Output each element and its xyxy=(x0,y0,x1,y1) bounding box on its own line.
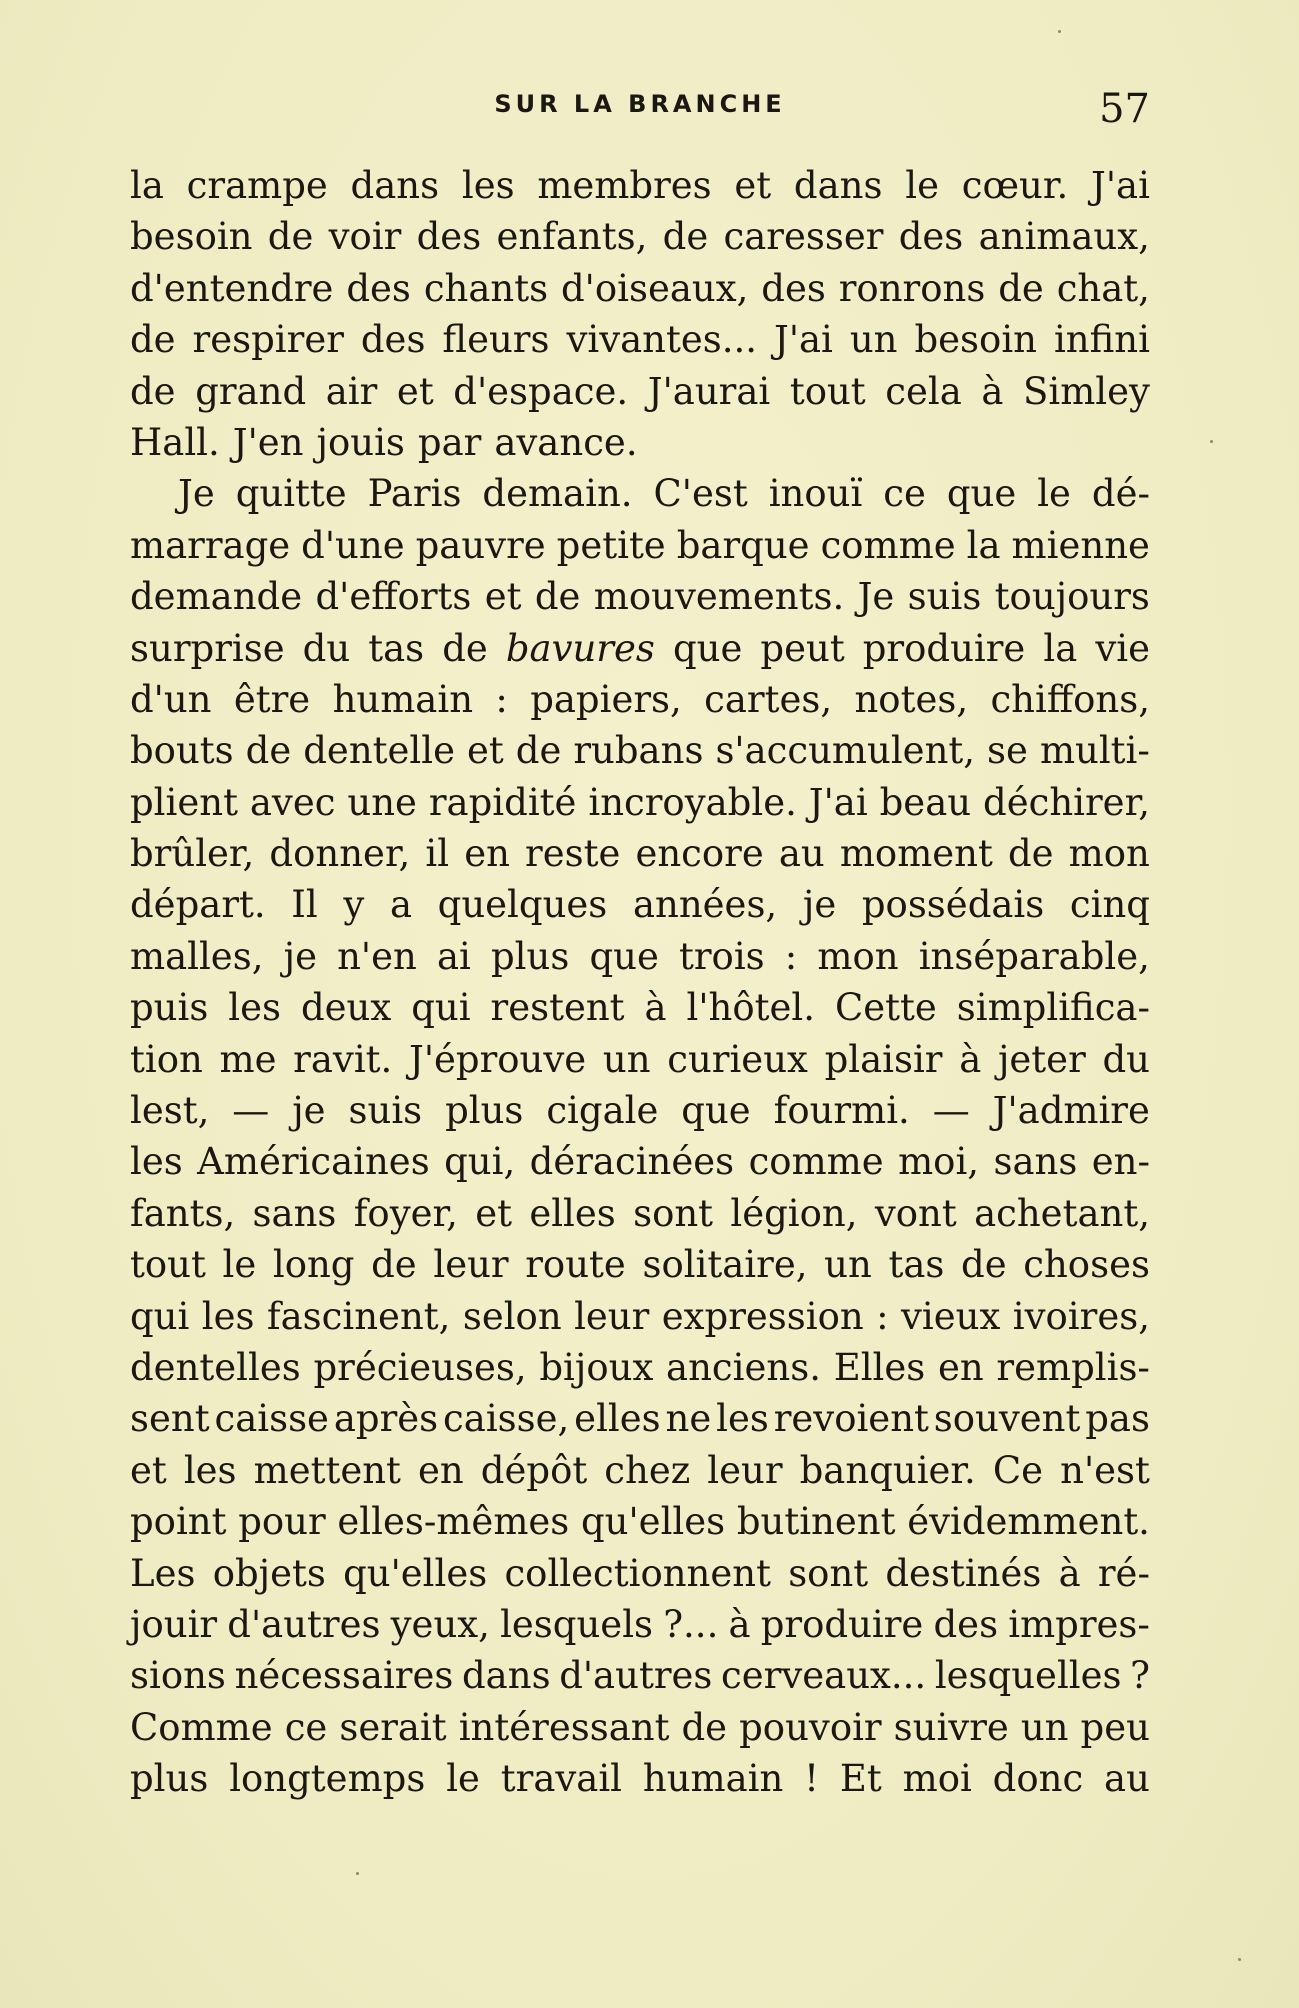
text-line: de grand air et d'espace. J'aurai tout cela à Simley xyxy=(130,369,1150,413)
text-line: plus longtemps le travail humain ! Et moi donc au xyxy=(130,1757,1150,1801)
body-text xyxy=(130,160,1150,1805)
text-line: marrage d'une pauvre petite barque comme la mienne xyxy=(130,523,1150,567)
text-line: qui les fascinent, selon leur expression : vieux ivoires, xyxy=(130,1294,1150,1338)
text-line: besoin de voir des enfants, de caresser des animaux, xyxy=(130,215,1150,259)
text-line: Hall. J'en jouis par avance. xyxy=(130,420,638,464)
text-line: Comme ce serait intéressant de pouvoir suivre un peu xyxy=(130,1705,1150,1749)
text-line: surprise du tas de bavures que peut produire la vie xyxy=(130,626,1150,670)
text-line: de respirer des fleurs vivantes... J'ai un besoin infini xyxy=(130,318,1150,362)
text-line: puis les deux qui restent à l'hôtel. Cette simplifica- xyxy=(130,986,1150,1030)
text-line: malles, je n'en ai plus que trois : mon inséparable, xyxy=(130,934,1150,978)
text-line: plient avec une rapidité incroyable. J'ai beau déchirer, xyxy=(130,780,1150,824)
text-line: d'entendre des chants d'oiseaux, des ronrons de chat, xyxy=(130,266,1150,310)
paper-speck xyxy=(1058,30,1061,33)
text-line: tion me ravit. J'éprouve un curieux plaisir à jeter du xyxy=(130,1037,1150,1081)
running-head xyxy=(130,86,1150,132)
text-line: jouir d'autres yeux, lesquels ?... à produire des impres- xyxy=(130,1602,1150,1646)
text-line: sent caisse après caisse, elles ne les revoient souvent pas xyxy=(130,1397,1150,1441)
text-line: bouts de dentelle et de rubans s'accumulent, se multi- xyxy=(130,729,1150,773)
running-title: SUR LA BRANCHE xyxy=(494,90,786,118)
text-line: Les objets qu'elles collectionnent sont destinés à ré- xyxy=(130,1551,1150,1595)
paper-speck xyxy=(1238,1958,1241,1961)
text-line: tout le long de leur route solitaire, un tas de choses xyxy=(130,1243,1150,1287)
text-line: sions nécessaires dans d'autres cerveaux... lesquelles ? xyxy=(130,1654,1150,1698)
page-number: 57 xyxy=(1099,86,1150,132)
text-line: point pour elles-mêmes qu'elles butinent évidemment. xyxy=(130,1500,1150,1544)
text-line: départ. Il y a quelques années, je possédais cinq xyxy=(130,883,1150,927)
text-line: brûler, donner, il en reste encore au moment de mon xyxy=(130,832,1150,876)
text-line: la crampe dans les membres et dans le cœur. J'ai xyxy=(130,164,1150,207)
paper-speck xyxy=(1210,440,1213,443)
text-line: dentelles précieuses, bijoux anciens. Elles en remplis- xyxy=(130,1345,1150,1389)
text-line: fants, sans foyer, et elles sont légion, vont achetant, xyxy=(130,1191,1150,1235)
text-line: demande d'efforts et de mouvements. Je suis toujours xyxy=(130,575,1150,619)
text-line: Je quitte Paris demain. C'est inouï ce que le dé- xyxy=(178,472,1150,516)
paper-speck xyxy=(356,1872,359,1875)
text-line: lest, — je suis plus cigale que fourmi. — J'admire xyxy=(130,1089,1150,1133)
text-line: et les mettent en dépôt chez leur banquier. Ce n'est xyxy=(130,1448,1150,1492)
text-line: d'un être humain : papiers, cartes, notes, chiffons, xyxy=(130,677,1150,721)
text-line: les Américaines qui, déracinées comme moi, sans en- xyxy=(130,1140,1150,1184)
